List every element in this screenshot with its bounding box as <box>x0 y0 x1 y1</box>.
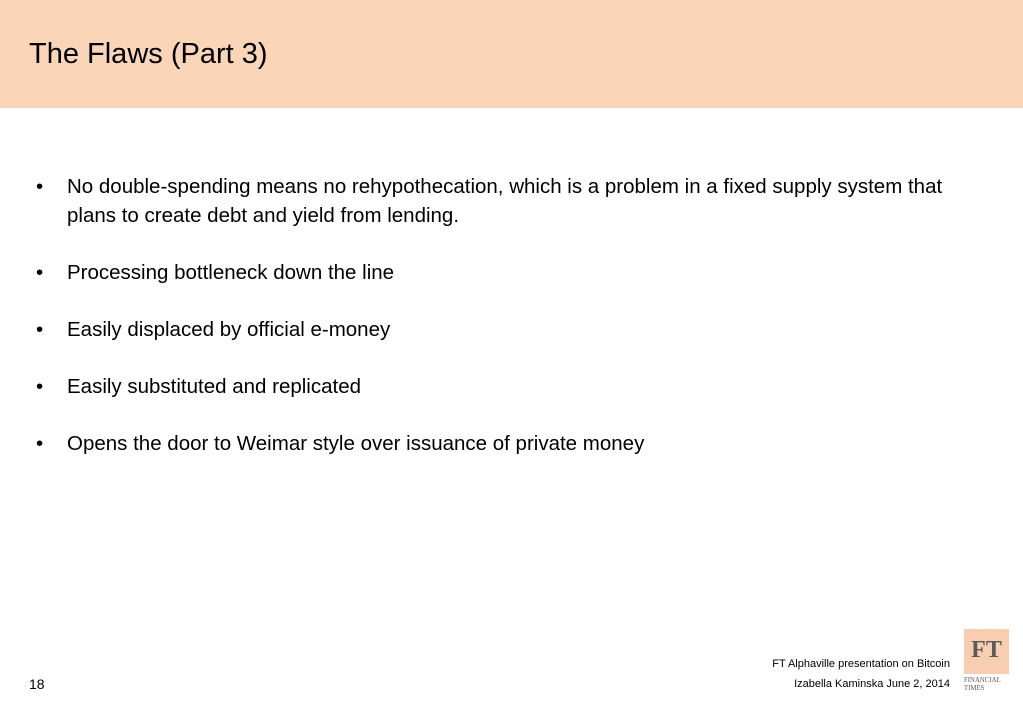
ft-logo-line2: TIMES <box>964 685 985 692</box>
header-band <box>0 0 1023 108</box>
bullet-item <box>36 430 971 459</box>
ft-logo-mark: FT <box>971 637 1002 663</box>
footer-author-date: Izabella Kaminska June 2, 2014 <box>794 678 950 690</box>
ft-logo-line1: FINANCIAL <box>964 677 1001 684</box>
bullet-marker: • <box>36 260 44 284</box>
bullet-marker: • <box>36 175 44 198</box>
bullet-item <box>36 316 971 345</box>
ft-logo <box>964 629 1009 693</box>
footer-presentation-title: FT Alphaville presentation on Bitcoin <box>772 658 950 670</box>
bullet-text: No double-spending means no rehypothecation, which is a problem in a fixed supply system that plans to create debt and yield from lending. <box>67 175 943 227</box>
slide-title: The Flaws (Part 3) <box>29 38 268 70</box>
bullet-item <box>36 373 971 402</box>
bullet-text: Easily substituted and replicated <box>67 374 362 398</box>
bullet-marker: • <box>36 374 44 398</box>
page-number: 18 <box>29 676 45 692</box>
bullet-text: Opens the door to Weimar style over issuance of private money <box>67 431 645 455</box>
bullet-item <box>36 259 971 288</box>
bullet-item <box>36 173 971 230</box>
bullet-marker: • <box>36 317 44 341</box>
bullet-marker: • <box>36 431 44 455</box>
bullet-list <box>36 173 971 487</box>
ft-logo-icon <box>964 629 1009 693</box>
bullet-text: Processing bottleneck down the line <box>67 260 395 284</box>
bullet-text: Easily displaced by official e-money <box>67 317 391 341</box>
